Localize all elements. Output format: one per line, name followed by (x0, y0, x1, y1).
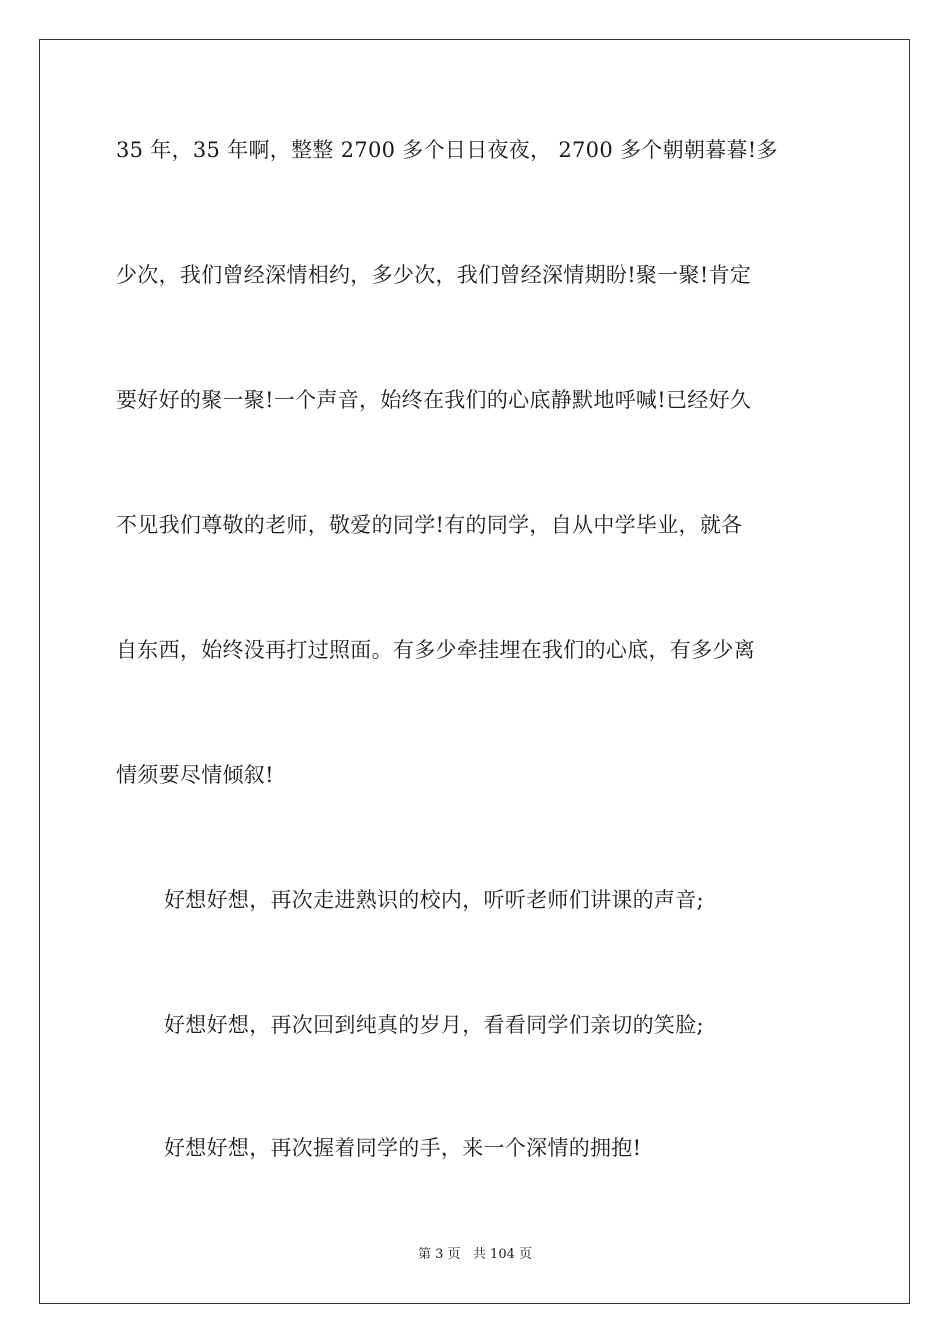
page-border (39, 39, 910, 1304)
paragraph-line: 要好好的聚一聚!一个声音，始终在我们的心底静默地呼喊!已经好久 (116, 388, 752, 412)
paragraph-line: 不见我们尊敬的老师，敬爱的同学!有的同学，自从中学毕业，就各 (116, 513, 743, 537)
paragraph-line: 情须要尽情倾叙! (116, 763, 274, 787)
paragraph-text: 好想好想，再次握着同学的手，来一个深情的拥抱! (164, 1136, 642, 1160)
paragraph-line: 自东西，始终没再打过照面。有多少牵挂埋在我们的心底，有多少离 (116, 638, 755, 662)
paragraph-text: 好想好想，再次走进熟识的校内，听听老师们讲课的声音; (164, 888, 704, 912)
paragraph-line: 35 年，35 年啊，整整 2700 多个日日夜夜， 2700 多个朝朝暮暮!多 (116, 138, 778, 162)
paragraph-text: 好想好想，再次回到纯真的岁月，看看同学们亲切的笑脸; (164, 1013, 704, 1037)
page-footer (0, 1246, 950, 1264)
page-number-label: 第 3 页 共 104 页 (417, 1247, 532, 1262)
paragraph-line: 少次，我们曾经深情相约，多少次，我们曾经深情期盼!聚一聚!肯定 (116, 263, 752, 287)
